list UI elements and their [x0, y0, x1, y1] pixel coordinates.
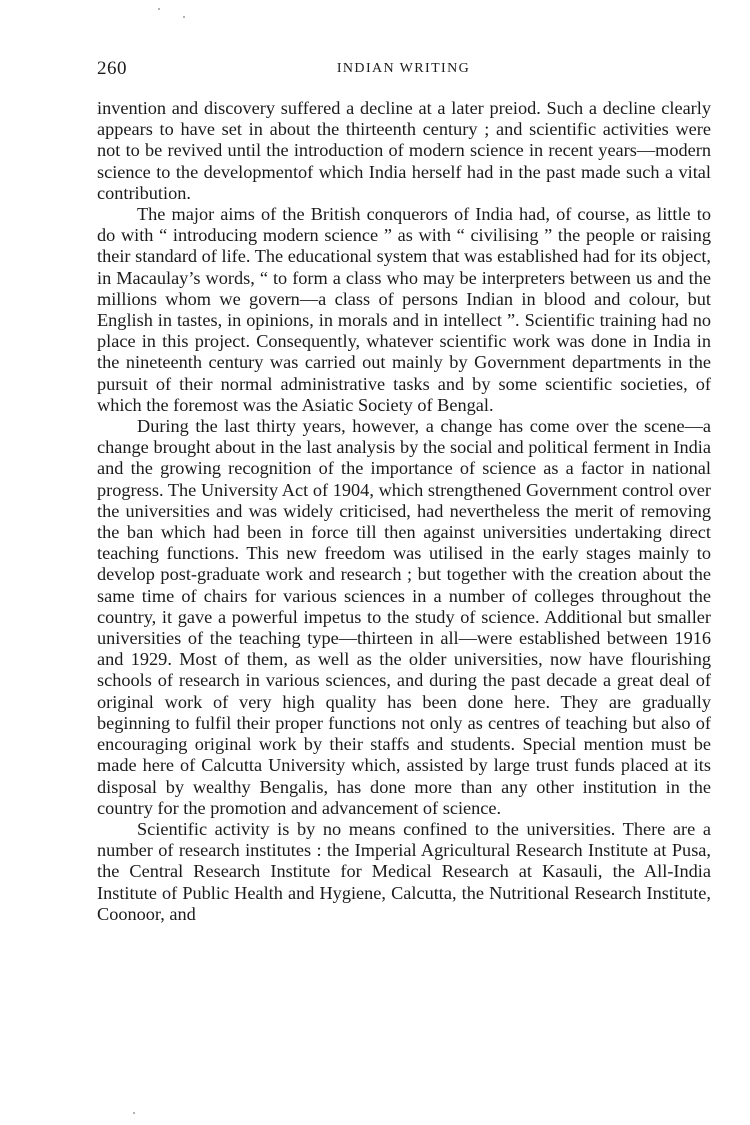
- page-number: 260: [97, 58, 127, 79]
- paragraph-2: The major aims of the British conquerors of India had, of course, as little to do with “ introducing modern science ” as with “ civilising ” the people or raising their standard of life. The educational system that was established had for its object, in Macaulay’s words, “ to form a class who may be interpreters between us and the millions whom we govern—a class of persons Indian in blood and colour, but English in tastes, in opinions, in morals and in intellect ”. Scientific training had no place in this project. Consequently, whatever scientific work was done in India in the nineteenth century was carried out mainly by Government departments in the pursuit of their normal administrative tasks and by some scientific societies, of which the foremost was the Asiatic Society of Bengal.: [97, 204, 711, 415]
- paragraph-3: During the last thirty years, however, a change has come over the scene—a change brought about in the last analysis by the social and political ferment in India and the growing recognition of the importance of science as a factor in national progress. The University Act of 1904, which strengthened Government control over the universities and was widely criticised, had nevertheless the merit of removing the ban which had been in force till then against universities undertaking direct teaching functions. This new freedom was utilised in the early stages mainly to develop post-graduate work and research ; but together with the creation about the same time of chairs for various sciences in a number of colleges throughout the country, it gave a powerful impetus to the study of science. Additional but smaller universities of the teaching type—thirteen in all—were established between 1916 and 1929. Most of them, as well as the older universities, now have flourishing schools of research in various sciences, and during the past decade a great deal of original work of very high quality has been done here. They are gradually beginning to fulfil their proper functions not only as centres of teaching but also of encouraging original work by their staffs and students. Special mention must be made here of Calcutta University which, assisted by large trust funds placed at its disposal by wealthy Bengalis, has done more than any other institution in the country for the promotion and advancement of science.: [97, 416, 711, 818]
- body-text: [97, 98, 711, 925]
- scan-speck: [183, 16, 185, 18]
- paragraph-1: invention and discovery suffered a decline at a later preiod. Such a decline clearly appears to have set in about the thirteenth century ; and scientific activities were not to be revived until the introduction of modern science in recent years—modern science to the developmentof which India herself had in the past made such a vital contribution.: [97, 98, 711, 203]
- paragraph-4: Scientific activity is by no means confined to the universities. There are a number of research institutes : the Imperial Agricultural Research Institute at Pusa, the Central Research Institute for Medical Research at Kasauli, the All-India Institute of Public Health and Hygiene, Calcutta, the Nutritional Research Institute, Coonoor, and: [97, 818, 711, 924]
- scan-speck: [158, 8, 160, 10]
- scan-speck: [133, 1112, 135, 1114]
- running-head: [97, 58, 710, 82]
- running-title: INDIAN WRITING: [336, 61, 471, 76]
